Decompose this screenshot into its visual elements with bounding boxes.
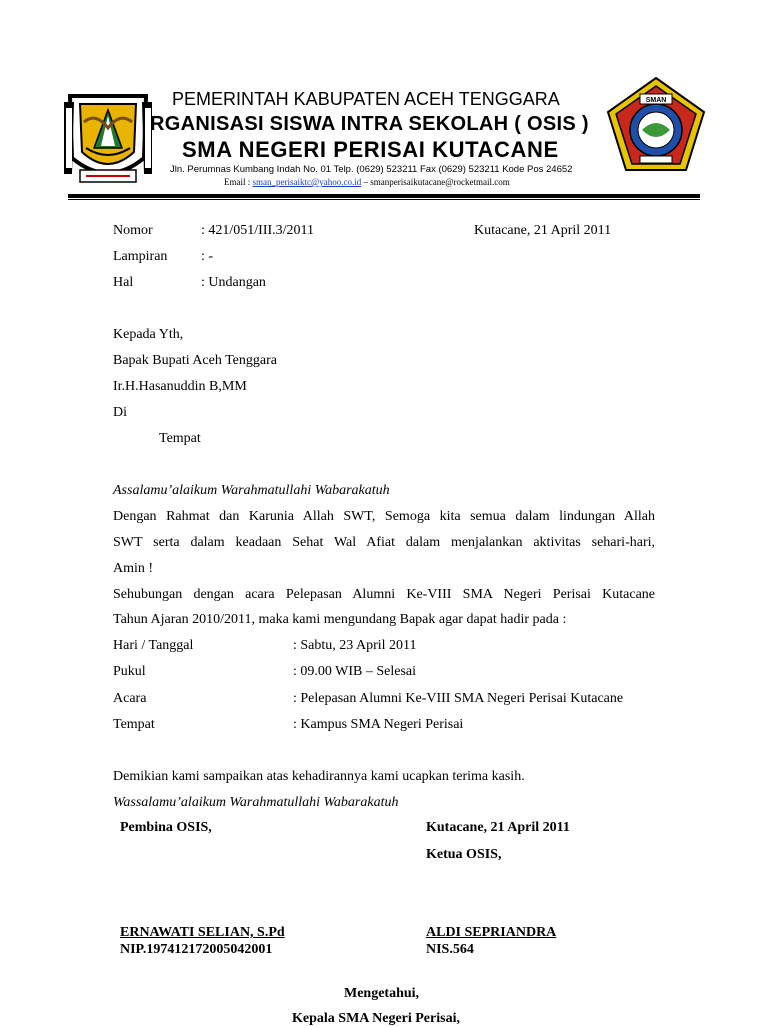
- greeting: Assalamu’alaikum Warahmatullahi Wabarakatuh: [113, 483, 390, 498]
- recipient-name: Ir.H.Hasanuddin B,MM: [113, 379, 247, 394]
- detail-value-date: : Sabtu, 23 April 2011: [293, 638, 417, 653]
- place-date: Kutacane, 21 April 2011: [474, 223, 612, 238]
- email-separator: –: [363, 177, 369, 187]
- detail-label-date: Hari / Tanggal: [113, 638, 194, 653]
- principal-title: Kepala SMA Negeri Perisai,: [292, 1011, 460, 1026]
- recipient-di: Di: [113, 405, 127, 420]
- sign-right-name: ALDI SEPRIANDRA: [426, 925, 557, 940]
- nomor-label: Nomor: [113, 223, 153, 238]
- farewell: Wassalamu’alaikum Warahmatullahi Wabarakatuh: [113, 795, 399, 810]
- sign-left-name: ERNAWATI SELIAN, S.Pd: [120, 925, 285, 940]
- hal-label: Hal: [113, 275, 134, 290]
- lampiran-label: Lampiran: [113, 249, 168, 264]
- detail-label-place: Tempat: [113, 717, 155, 732]
- sign-right-place-date: Kutacane, 21 April 2011: [426, 820, 570, 835]
- header-email-line: [224, 177, 510, 187]
- hal-value: : Undangan: [201, 275, 266, 290]
- header-rule-thin: [68, 199, 700, 200]
- paragraph-1-line-1: Dengan Rahmat dan Karunia Allah SWT, Semoga kita semua dalam lindungan Allah: [113, 509, 655, 524]
- recipient-title: Bapak Bupati Aceh Tenggara: [113, 353, 277, 368]
- sign-left-title: Pembina OSIS,: [120, 820, 212, 835]
- detail-value-time: : 09.00 WIB – Selesai: [293, 664, 417, 679]
- acknowledge-label: Mengetahui,: [344, 986, 420, 1001]
- header-school-name: SMA NEGERI PERISAI KUTACANE: [182, 137, 559, 162]
- header-organization: RGANISASI SISWA INTRA SEKOLAH ( OSIS ): [150, 113, 589, 135]
- paragraph-1-line-3: Amin !: [113, 561, 154, 576]
- logo-sman-text: SMAN: [645, 97, 667, 104]
- email-label: Email :: [224, 177, 251, 187]
- detail-value-place: : Kampus SMA Negeri Perisai: [293, 717, 464, 732]
- detail-label-event: Acara: [113, 691, 147, 706]
- email-link-yahoo[interactable]: sman_perisaiktc@yahoo.co.id: [252, 177, 362, 187]
- closing-text: Demikian kami sampaikan atas kehadirannya kami ucapkan terima kasih.: [113, 769, 525, 784]
- email-rocketmail: smanperisaikutacane@rocketmail.com: [370, 177, 510, 187]
- header-address: Jln. Perumnas Kumbang Indah No. 01 Telp. (0629) 523211 Fax (0629) 523211 Kode Pos 24652: [170, 164, 573, 175]
- recipient-place: Tempat: [159, 431, 201, 446]
- lampiran-value: : -: [201, 249, 214, 264]
- recipient-salutation: Kepada Yth,: [113, 327, 184, 342]
- regency-crest-logo: [60, 88, 156, 190]
- header-rule-thick: [68, 194, 700, 198]
- header-government: PEMERINTAH KABUPATEN ACEH TENGGARA: [172, 89, 560, 109]
- school-pentagon-logo: [606, 76, 706, 172]
- sign-left-nip: NIP.197412172005042001: [120, 942, 273, 957]
- nomor-value: : 421/051/III.3/2011: [201, 223, 315, 238]
- detail-label-time: Pukul: [113, 664, 146, 679]
- sign-right-nis: NIS.564: [426, 942, 474, 957]
- sign-right-title: Ketua OSIS,: [426, 847, 502, 862]
- detail-value-event: : Pelepasan Alumni Ke-VIII SMA Negeri Perisai Kutacane: [293, 691, 624, 706]
- paragraph-1-line-2: SWT serta dalam keadaan Sehat Wal Afiat dalam menjalankan aktivitas sehari-hari,: [113, 535, 655, 550]
- paragraph-2-line-2: Tahun Ajaran 2010/2011, maka kami mengundang Bapak agar dapat hadir pada :: [113, 612, 567, 627]
- paragraph-2-line-1: Sehubungan dengan acara Pelepasan Alumni Ke-VIII SMA Negeri Perisai Kutacane: [113, 587, 655, 602]
